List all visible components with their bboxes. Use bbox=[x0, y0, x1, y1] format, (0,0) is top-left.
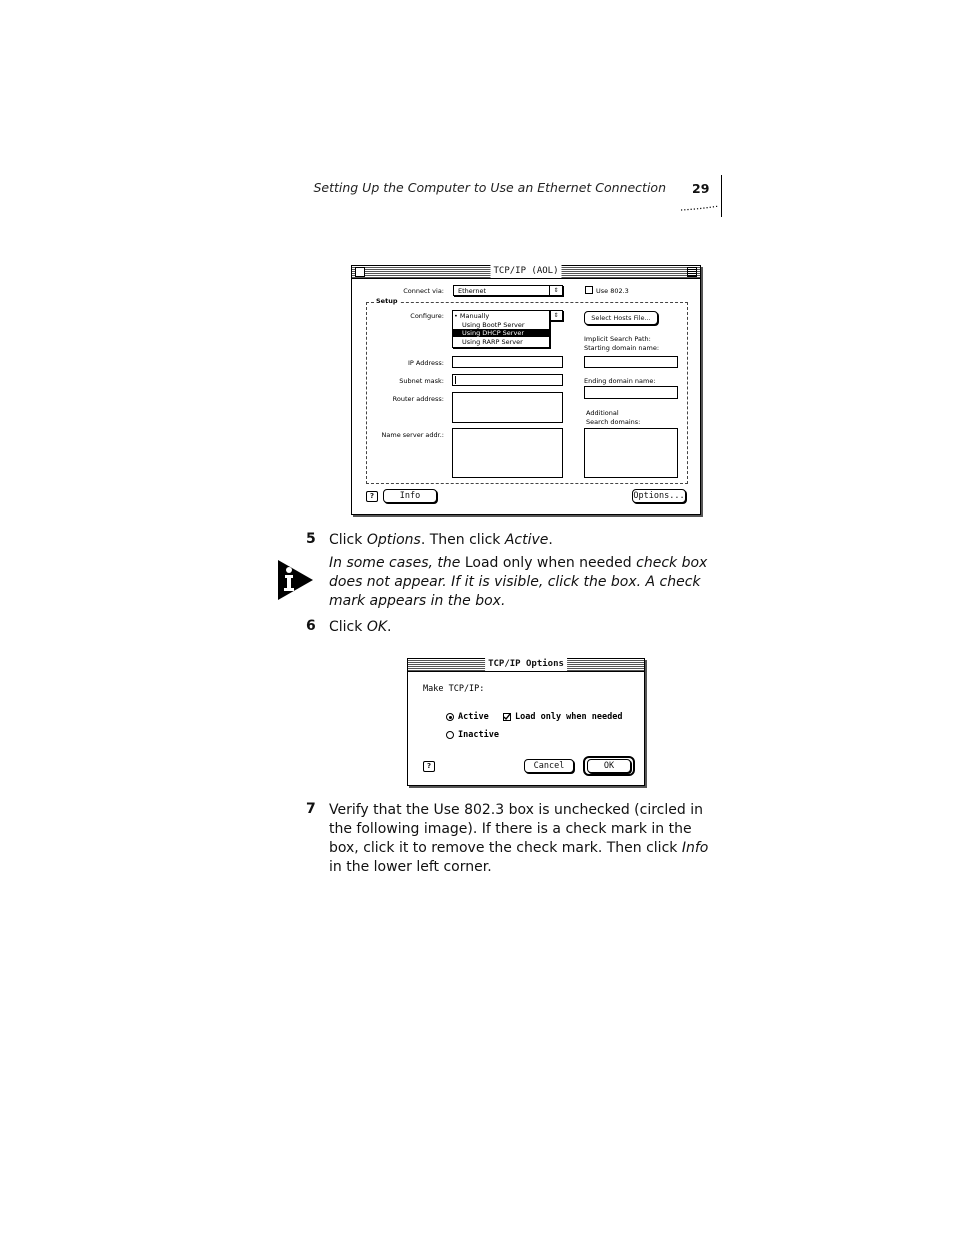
load-only-checkbox[interactable] bbox=[503, 713, 511, 721]
close-box-icon[interactable] bbox=[355, 267, 365, 277]
search-domains-field[interactable] bbox=[584, 428, 678, 478]
configure-option-bootp[interactable]: Using BootP Server bbox=[462, 321, 525, 329]
options-title-bar[interactable] bbox=[408, 659, 644, 672]
header-dotted-swoosh bbox=[680, 205, 720, 211]
select-hosts-file-button[interactable]: Select Hosts File... bbox=[584, 311, 658, 325]
tcpip-window-title: TCP/IP (AOL) bbox=[490, 265, 561, 278]
popup-arrows-icon: ⇕ bbox=[549, 286, 562, 295]
running-header-title: Setting Up the Computer to Use an Ethernet Connection bbox=[313, 180, 666, 195]
step-7-number: 7 bbox=[306, 801, 316, 817]
step-6-number: 6 bbox=[306, 618, 316, 634]
radio-dot-icon bbox=[449, 716, 452, 719]
tcpip-window bbox=[351, 265, 701, 515]
configure-popup-arrows[interactable] bbox=[550, 310, 563, 321]
make-tcpip-label: Make TCP/IP: bbox=[423, 684, 485, 694]
configure-dropdown-menu[interactable] bbox=[452, 310, 550, 348]
text-cursor bbox=[455, 376, 456, 384]
starting-domain-field[interactable] bbox=[584, 356, 678, 368]
subnet-mask-field[interactable] bbox=[452, 374, 563, 386]
header-rule bbox=[721, 175, 722, 217]
router-address-field[interactable] bbox=[452, 392, 563, 423]
inactive-label: Inactive bbox=[458, 730, 499, 740]
connect-via-select[interactable] bbox=[453, 285, 563, 296]
configure-option-rarp[interactable]: Using RARP Server bbox=[462, 338, 523, 346]
popup-arrows-icon: ⇕ bbox=[553, 312, 559, 319]
implicit-search-path-label: Implicit Search Path: bbox=[584, 335, 651, 343]
starting-domain-label: Starting domain name: bbox=[584, 344, 660, 352]
info-note-icon bbox=[278, 560, 314, 600]
step-7-text: Verify that the Use 802.3 box is unchecked (circled in the following image). If there is a check mark in the box, click it to remove the check mark. Then click Info in the lower left corner. bbox=[329, 802, 709, 875]
subnet-mask-label: Subnet mask: bbox=[399, 377, 444, 385]
help-icon[interactable]: ? bbox=[366, 491, 378, 502]
ip-address-field[interactable] bbox=[452, 356, 563, 368]
connect-via-value: Ethernet bbox=[458, 287, 486, 295]
help-icon[interactable]: ? bbox=[423, 761, 435, 772]
page-number: 29 bbox=[692, 181, 710, 196]
step-5-number: 5 bbox=[306, 531, 316, 547]
connect-via-label: Connect via: bbox=[403, 287, 444, 295]
step-5-text: Click Options. Then click Active. bbox=[329, 532, 553, 548]
info-button[interactable]: Info bbox=[383, 489, 437, 503]
configure-label: Configure: bbox=[410, 312, 444, 320]
configure-option-manually[interactable]: • Manually bbox=[454, 312, 490, 320]
ok-button[interactable]: OK bbox=[587, 759, 631, 773]
options-button[interactable]: Options... bbox=[633, 491, 685, 501]
ip-address-label: IP Address: bbox=[408, 359, 444, 367]
options-window-title: TCP/IP Options bbox=[485, 658, 567, 671]
configure-option-dhcp[interactable]: Using DHCP Server bbox=[453, 329, 549, 337]
info-note-text: In some cases, the Load only when needed check box does not appear. If it is visible, click the box. A check mark appears in the box. bbox=[329, 555, 708, 609]
additional-label: Additional bbox=[586, 409, 619, 417]
cancel-button[interactable]: Cancel bbox=[524, 759, 574, 773]
setup-group-label: Setup bbox=[376, 297, 398, 305]
use-8023-label: Use 802.3 bbox=[596, 287, 629, 295]
name-server-label: Name server addr.: bbox=[381, 431, 444, 439]
active-label: Active bbox=[458, 712, 489, 722]
active-radio[interactable] bbox=[446, 713, 454, 721]
use-8023-checkbox[interactable] bbox=[585, 286, 593, 294]
checkmark-icon bbox=[503, 713, 511, 721]
tcpip-title-bar[interactable] bbox=[352, 266, 700, 279]
load-only-label: Load only when needed bbox=[515, 712, 623, 722]
tcpip-options-window bbox=[407, 658, 645, 786]
zoom-box-icon[interactable] bbox=[687, 267, 697, 277]
ending-domain-label: Ending domain name: bbox=[584, 377, 656, 385]
search-domains-label: Search domains: bbox=[586, 418, 641, 426]
router-address-label: Router address: bbox=[392, 395, 444, 403]
step-6-text: Click OK. bbox=[329, 619, 392, 635]
inactive-radio[interactable] bbox=[446, 731, 454, 739]
ending-domain-field[interactable] bbox=[584, 386, 678, 399]
name-server-field[interactable] bbox=[452, 428, 563, 478]
